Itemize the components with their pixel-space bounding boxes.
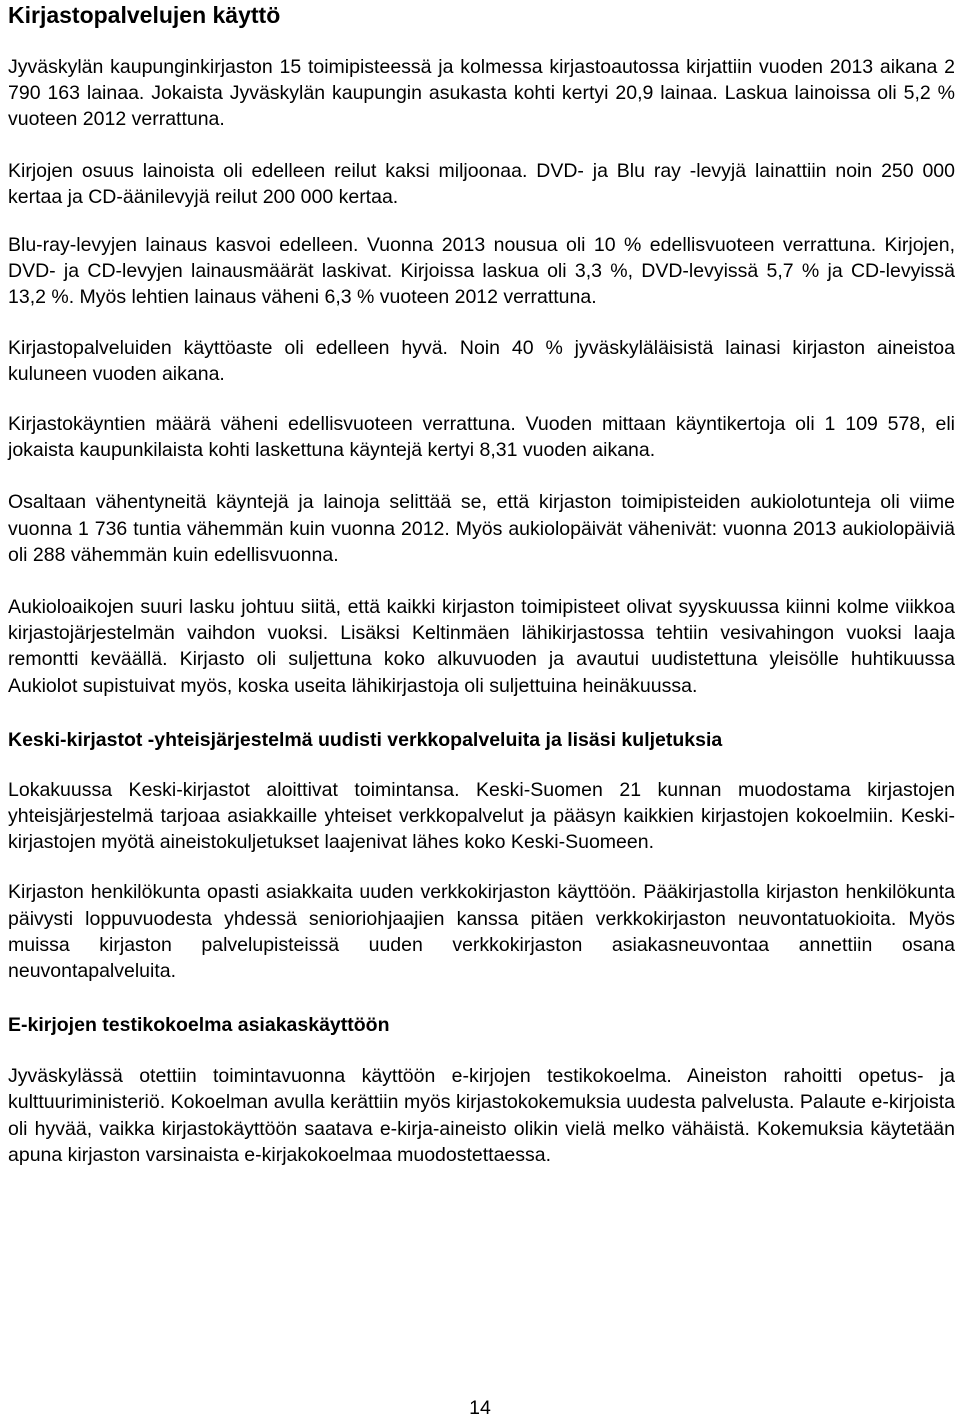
paragraph-books-share: Kirjojen osuus lainoista oli edelleen reilut kaksi miljoonaa. DVD- ja Blu ray -levyjä lainattiin noin 250 000 kertaa ja CD-äänilevyjä reilut 200 000 kertaa.	[8, 159, 955, 208]
paragraph-loans: Jyväskylän kaupunginkirjaston 15 toimipisteessä ja kolmessa kirjastoautossa kirjattiin vuoden 2013 aikana 2 790 163 lainaa. Jokaista Jyväskylän kaupungin asukasta kohti kertyi 20,9 lainaa. Laskua lainoissa oli 5,2 % vuoteen 2012 verrattuna.	[8, 56, 955, 131]
section-heading-keski-kirjastot: Keski-kirjastot -yhteisjärjestelmä uudisti verkkopalveluita ja lisäsi kuljetuksia	[8, 728, 723, 751]
paragraph-keski-launch: Lokakuussa Keski-kirjastot aloittivat toimintansa. Keski-Suomen 21 kunnan muodostama kirjastojen yhteisjärjestelmä tarjoaa asiakkaille yhteiset verkkopalvelut ja pääsyn kaikkien kirjastojen kokoelmiin. Keski-kirjastojen myötä aineistokuljetukset laajenivat lähes koko Keski-Suomeen.	[8, 778, 955, 854]
paragraph-ebooks: Jyväskylässä otettiin toimintavuonna käyttöön e-kirjojen testikokoelma. Aineiston rahoitti opetus- ja kulttuuriministeriö. Kokoelman avulla kerättiin myös kirjastokokemuksia uudesta palvelusta. Palaute e-kirjoista oli hyvää, vaikka kirjastokäyttöön saatava e-kirja-aineisto olikin vielä melko vähäistä. Kokemuksia käytetään apuna kirjaston varsinaista e-kirjakokoelmaa muodostettaessa.	[8, 1065, 955, 1166]
paragraph-bluray: Blu-ray-levyjen lainaus kasvoi edelleen. Vuonna 2013 nousua oli 10 % edellisvuoteen verrattuna. Kirjojen, DVD- ja CD-levyjen lainausmäärät laskivat. Kirjoissa laskua oli 3,3 %, DVD-levyissä 5,7 % ja CD-levyissä 13,2 %. Myös lehtien lainaus väheni 6,3 % vuoteen 2012 verrattuna.	[8, 234, 955, 309]
paragraph-closures: Aukioloaikojen suuri lasku johtuu siitä, että kaikki kirjaston toimipisteet olivat syyskuussa kiinni kolme viikkoa kirjastojärjestelmän vaihdon vuoksi. Lisäksi Keltinmäen lähikirjastossa tehtiin vesivahingon vuoksi laaja remontti keväällä. Kirjasto oli suljettuna koko alkuvuoden ja avautui uudistettuna yleisölle huhtikuussa Aukiolot supistuivat myös, koska useita lähikirjastoja oli suljettuina heinäkuussa.	[8, 596, 955, 697]
paragraph-visits: Kirjastokäyntien määrä väheni edellisvuoteen verrattuna. Vuoden mittaan käyntikertoja oli 1 109 578, eli jokaista kaupunkilaista kohti laskettuna käyntejä kertyi 8,31 vuoden aikana.	[8, 413, 955, 462]
section-heading-ebooks: E-kirjojen testikokoelma asiakaskäyttöön	[8, 1014, 390, 1037]
paragraph-web-library-guidance: Kirjaston henkilökunta opasti asiakkaita uuden verkkokirjaston käyttöön. Pääkirjastolla kirjaston henkilökunta päivysti loppuvuodesta yhdessä senioriohjaajien kanssa pitäen verkkokirjaston neuvontatuokioita. Myös muissa kirjaston palvelupisteissä uuden verkkokirjaston asiakasneuvontaa annettiin osana neuvontapalveluita.	[8, 881, 955, 983]
page-number: 14	[469, 1397, 491, 1419]
document-page	[8, 0, 955, 1168]
paragraph-opening-hours: Osaltaan vähentyneitä käyntejä ja lainoja selittää se, että kirjaston toimipisteiden aukiolotunteja oli viime vuonna 1 736 tuntia vähemmän kuin vuonna 2012. Myös aukiolopäivät vähenivät: vuonna 2013 aukiolopäiviä oli 288 vähemmän kuin edellisvuonna.	[8, 491, 955, 566]
page-title: Kirjastopalvelujen käyttö	[8, 2, 281, 28]
paragraph-usage-rate: Kirjastopalveluiden käyttöaste oli edelleen hyvä. Noin 40 % jyväskyläläisistä lainasi kirjaston aineistoa kuluneen vuoden aikana.	[8, 336, 955, 385]
